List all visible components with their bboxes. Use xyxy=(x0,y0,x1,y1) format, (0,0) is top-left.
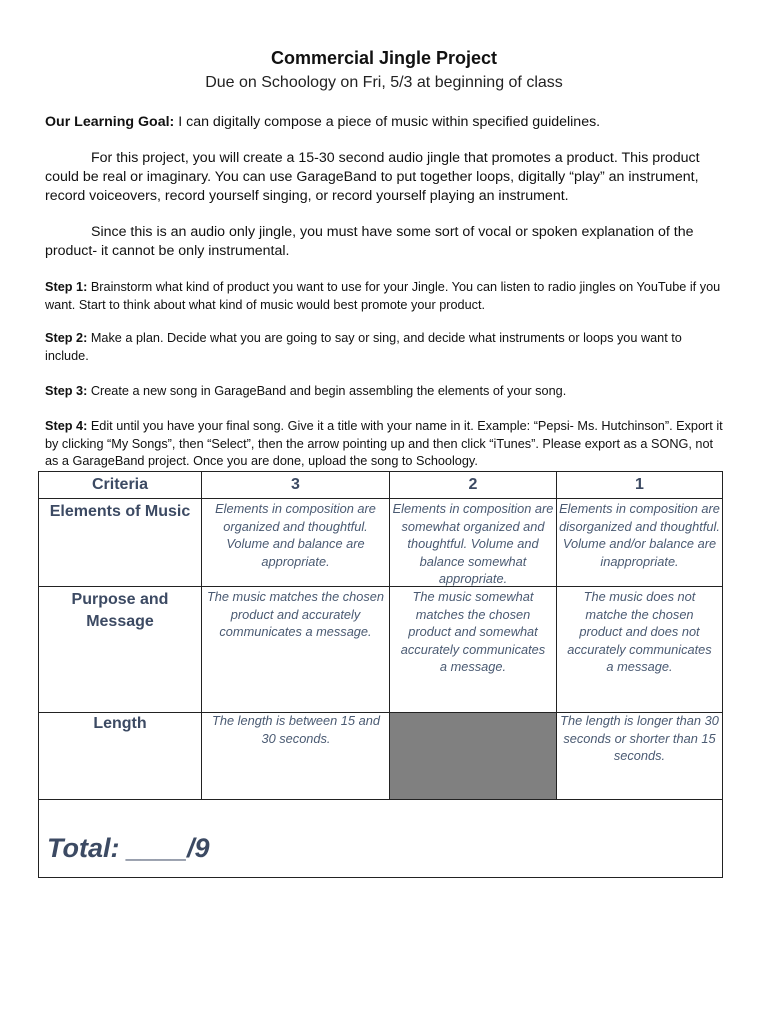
rubric-header-criteria: Criteria xyxy=(91,476,149,493)
rubric-header-3: 3 xyxy=(291,476,300,493)
rubric-cell: The music somewhat matches the chosen product and somewhat accurately communicates a message. xyxy=(400,589,546,675)
rubric-divider xyxy=(39,799,722,800)
rubric-table xyxy=(38,471,723,878)
due-date-subtitle: Due on Schoology on Fri, 5/3 at beginning of class xyxy=(205,74,563,91)
total-score: Total: ____/9 xyxy=(47,833,210,863)
step-3 xyxy=(45,383,727,401)
step-label: Step 1: xyxy=(45,280,88,294)
rubric-divider xyxy=(556,472,557,799)
step-4 xyxy=(45,418,727,471)
learning-goal xyxy=(45,113,727,132)
step-text: Create a new song in GarageBand and begin assembling the elements of your song. xyxy=(87,384,567,398)
rubric-cell: The length is longer than 30 seconds or shorter than 15 seconds. xyxy=(560,713,719,764)
step-2 xyxy=(45,330,727,365)
shaded-empty-cell xyxy=(390,713,556,799)
rubric-cell: The length is between 15 and 30 seconds. xyxy=(212,713,380,746)
step-label: Step 4: xyxy=(45,419,88,433)
step-text: Edit until you have your final song. Give it a title with your name in it. Example: “Pepsi- Ms. Hutchinson”. Export it by clicking “My Songs”, then “Select”, then the arrow pointing up and then click “iTunes”. Please export as a SONG, not as a GarageBand project. Once you are done, upload the song to Schoology. xyxy=(45,419,723,468)
rubric-cell: The music matches the chosen product and accurately communicates a message. xyxy=(206,589,385,640)
intro-paragraph-1: For this project, you will create a 15-30 second audio jingle that promotes a product. This product could be real or imaginary. You can use GarageBand to put together loops, digitally “play” an instrument, record voiceovers, record yourself singing, or record yourself playing an instrument. xyxy=(45,150,700,204)
rubric-cell: The music does not matche the chosen product and does not accurately communicates a message. xyxy=(567,589,712,675)
page-title: Commercial Jingle Project xyxy=(270,48,498,68)
step-text: Make a plan. Decide what you are going to say or sing, and decide what instruments or loops you want to include. xyxy=(45,331,682,363)
step-label: Step 2: xyxy=(45,331,88,345)
rubric-divider xyxy=(39,498,722,499)
criterion-elements-of-music: Elements of Music xyxy=(49,503,191,520)
rubric-header-2: 2 xyxy=(468,476,478,493)
rubric-cell: Elements in composition are somewhat organized and thoughtful. Volume and balance somewhat appropriate. xyxy=(392,501,554,587)
rubric-header-1: 1 xyxy=(635,476,644,493)
step-label: Step 3: xyxy=(45,384,88,398)
criterion-length: Length xyxy=(93,715,147,732)
step-text: Brainstorm what kind of product you want to use for your Jingle. You can listen to radio jingles on YouTube if you want. Start to think about what kind of music would best promote your product. xyxy=(45,280,721,312)
rubric-divider xyxy=(201,472,202,799)
learning-goal-text: I can digitally compose a piece of music within specified guidelines. xyxy=(174,114,601,130)
rubric-cell: Elements in composition are disorganized and thoughtful. Volume and/or balance are inappropriate. xyxy=(559,501,720,569)
step-1 xyxy=(45,279,727,314)
rubric-cell: Elements in composition are organized and thoughtful. Volume and balance are appropriate. xyxy=(215,501,376,569)
learning-goal-label: Our Learning Goal: xyxy=(45,114,175,130)
intro-paragraph-2: Since this is an audio only jingle, you must have some sort of vocal or spoken explanation of the product- it cannot be only instrumental. xyxy=(45,224,694,259)
criterion-purpose-and-message: Purpose and Message xyxy=(71,591,169,630)
rubric-divider xyxy=(39,586,722,587)
